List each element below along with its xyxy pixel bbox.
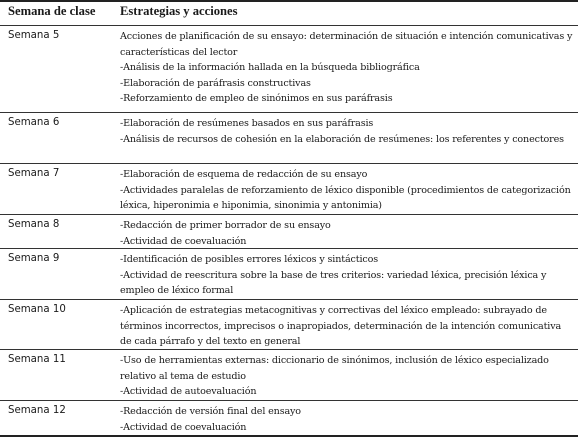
action-item: -Actividad de coevaluación: [120, 421, 247, 433]
week-cell: Semana 7: [8, 168, 60, 179]
actions-cell: [120, 252, 575, 299]
action-item: -Reforzamiento de empleo de sinónimos en sus paráfrasis: [120, 93, 393, 105]
week-cell: Semana 6: [8, 117, 60, 128]
header-strategies: Estrategias y acciones: [120, 4, 238, 18]
action-item: -Redacción de versión final del ensayo: [120, 406, 301, 417]
action-item: Acciones de planificación de su ensayo: determinación de situación e intención comunicativas y características del lector: [120, 31, 573, 58]
action-item: -Uso de herramientas externas: diccionario de sinónimos, inclusión de léxico especializado relativo al tema de estudio: [120, 355, 549, 382]
action-item: -Elaboración de esquema de redacción de su ensayo: [120, 169, 368, 180]
table-row: [0, 249, 578, 299]
action-item: -Actividad de reescritura sobre la base de tres criterios: variedad léxica, precisión léxica y empleo de léxico formal: [120, 269, 547, 297]
week-cell: Semana 8: [8, 219, 60, 230]
table-row: [0, 26, 578, 112]
action-item: -Actividad de autoevaluación: [120, 386, 257, 398]
table-top-rule: [0, 0, 578, 2]
week-cell: Semana 12: [8, 405, 66, 416]
action-item: -Actividades paralelas de reforzamiento de léxico disponible (procedimientos de categorización léxica, hiperonimia e hiponimia, sinonimia y antonimia): [120, 184, 571, 212]
action-item: -Actividad de coevaluación: [120, 235, 247, 247]
table-header-row: [0, 4, 578, 24]
week-cell: Semana 11: [8, 354, 66, 365]
actions-cell: [120, 404, 575, 435]
actions-cell: [120, 353, 575, 400]
action-item: -Redacción de primer borrador de su ensayo: [120, 220, 331, 231]
actions-cell: [120, 167, 575, 214]
week-cell: Semana 10: [8, 304, 66, 315]
action-item: -Elaboración de paráfrasis constructivas: [120, 77, 311, 89]
week-cell: Semana 9: [8, 253, 60, 264]
table-row: [0, 401, 578, 435]
table-row: [0, 350, 578, 400]
table-row: [0, 164, 578, 214]
header-week: Semana de clase: [8, 4, 96, 18]
actions-cell: [120, 29, 575, 107]
action-item: -Identificación de posibles errores léxicos y sintácticos: [120, 254, 378, 265]
table-row: [0, 300, 578, 349]
action-item: -Análisis de la información hallada en la búsqueda bibliográfica: [120, 62, 420, 74]
actions-cell: [120, 218, 575, 249]
action-item: -Aplicación de estrategias metacognitivas y correctivas del léxico empleado: subrayado de términos incorrectos, imprecisos o inapropiados, determinación de la intención comunicativa de cada párrafo y del texto en general: [120, 305, 562, 348]
actions-cell: [120, 116, 575, 147]
table-row: [0, 113, 578, 163]
actions-cell: [120, 303, 575, 350]
action-item: -Elaboración de resúmenes basados en sus paráfrasis: [120, 118, 374, 129]
table-bottom-rule: [0, 435, 578, 437]
week-cell: Semana 5: [8, 30, 60, 41]
action-item: -Análisis de recursos de cohesión en la elaboración de resúmenes: los referentes y conectores: [120, 133, 564, 145]
table-row: [0, 215, 578, 248]
